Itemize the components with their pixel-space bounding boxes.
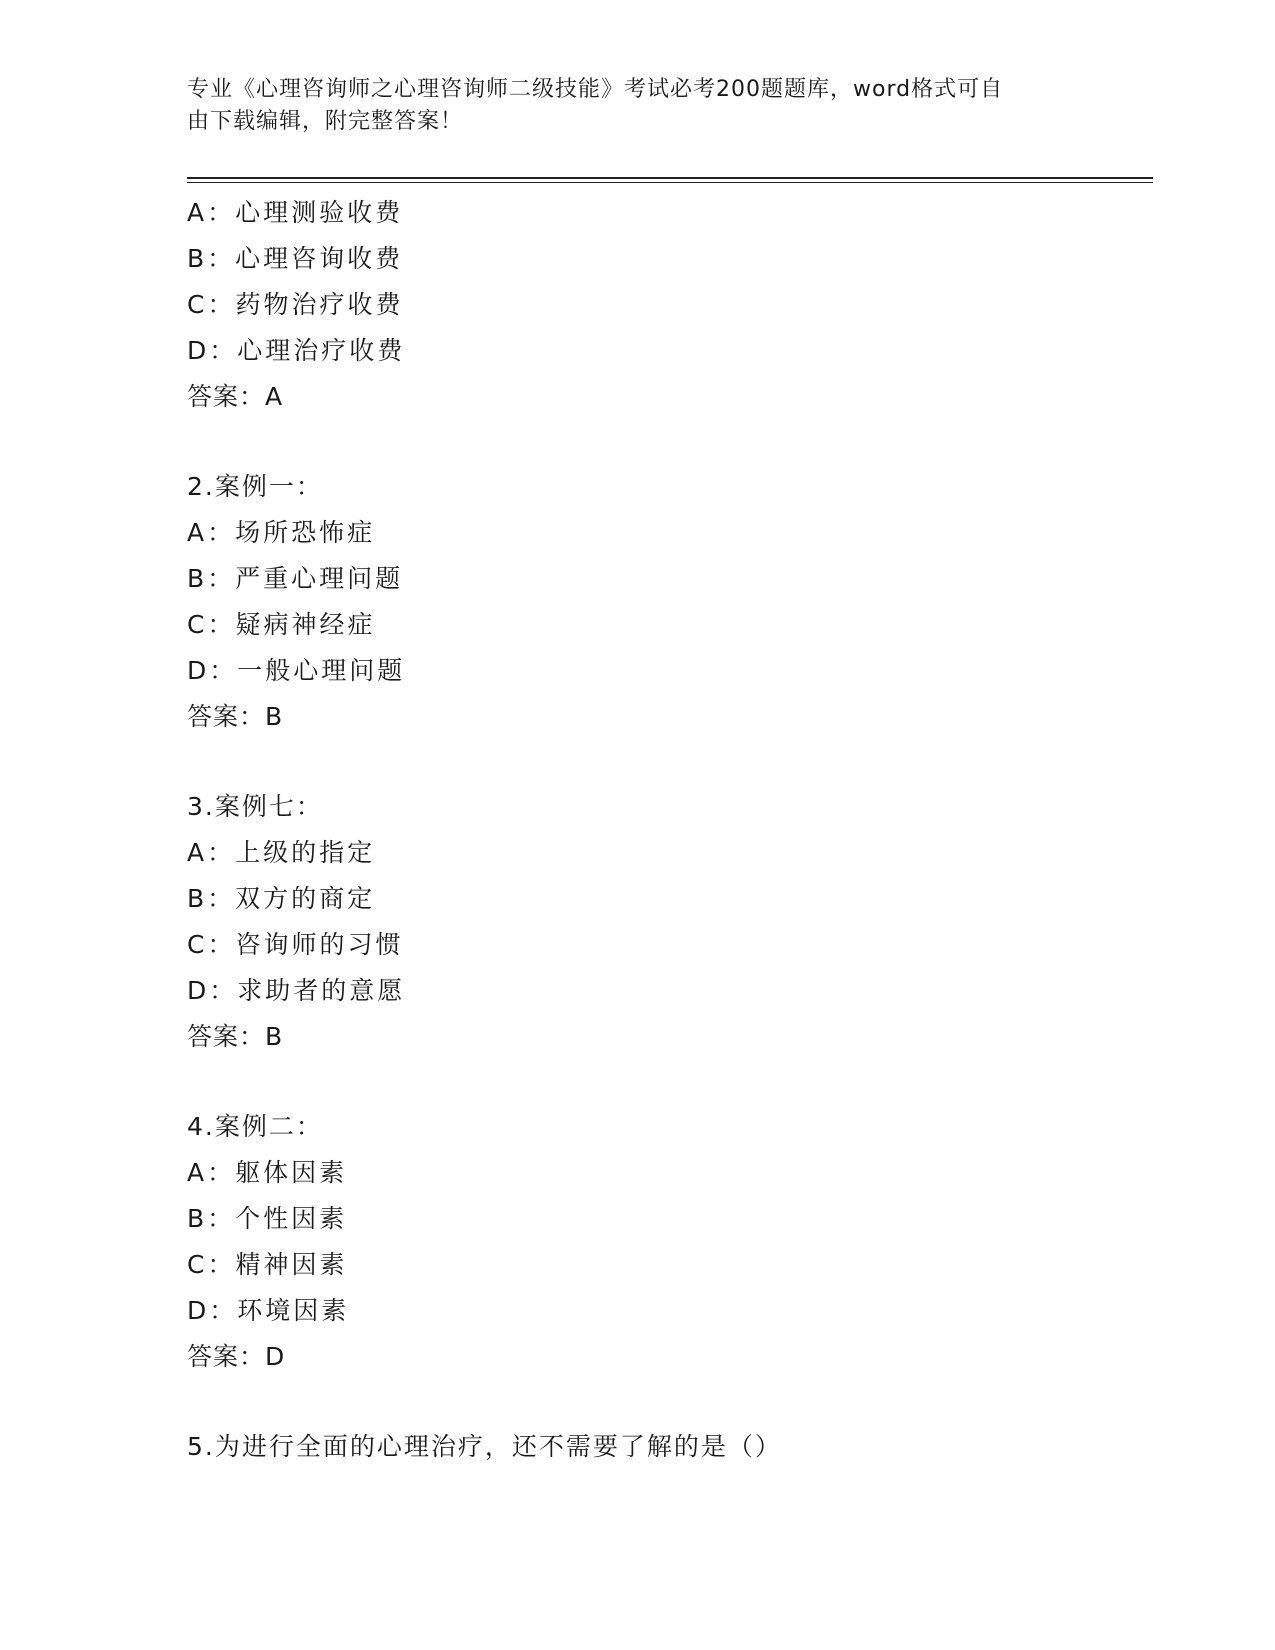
option-b: B：双方的商定 (187, 884, 376, 913)
option-a: A：上级的指定 (187, 838, 376, 867)
option-c: C：药物治疗收费 (187, 290, 404, 319)
question-title: 3.案例七： (187, 792, 323, 821)
header-line-1: 专业《心理咨询师之心理咨询师二级技能》考试必考200题题库，word格式可自 (187, 77, 1004, 102)
option-a: A：场所恐怖症 (187, 518, 376, 547)
document-header (187, 74, 1067, 138)
header-line-2: 由下载编辑，附完整答案！ (187, 109, 464, 134)
question-3 (187, 784, 1147, 1060)
question-1 (187, 190, 1147, 420)
option-a: A：躯体因素 (187, 1158, 348, 1187)
option-c: C：咨询师的习惯 (187, 930, 404, 959)
header-divider (187, 177, 1153, 183)
option-c: C：精神因素 (187, 1250, 348, 1279)
option-b: B：个性因素 (187, 1204, 348, 1233)
answer: 答案：B (187, 702, 284, 731)
option-c: C：疑病神经症 (187, 610, 376, 639)
question-2 (187, 464, 1147, 740)
question-title: 2.案例一： (187, 472, 323, 501)
option-b: B：心理咨询收费 (187, 244, 404, 273)
answer: 答案：A (187, 382, 284, 411)
option-b: B：严重心理问题 (187, 564, 404, 593)
question-title: 5.为进行全面的心理治疗，还不需要了解的是（） (187, 1432, 782, 1461)
answer: 答案：B (187, 1022, 284, 1051)
option-d: D：一般心理问题 (187, 656, 406, 685)
option-d: D：求助者的意愿 (187, 976, 406, 1005)
question-list (187, 190, 1147, 1470)
option-d: D：心理治疗收费 (187, 336, 406, 365)
answer: 答案：D (187, 1342, 286, 1371)
question-5 (187, 1424, 1147, 1470)
question-title: 4.案例二： (187, 1112, 323, 1141)
option-a: A：心理测验收费 (187, 198, 404, 227)
question-4 (187, 1104, 1147, 1380)
option-d: D：环境因素 (187, 1296, 350, 1325)
